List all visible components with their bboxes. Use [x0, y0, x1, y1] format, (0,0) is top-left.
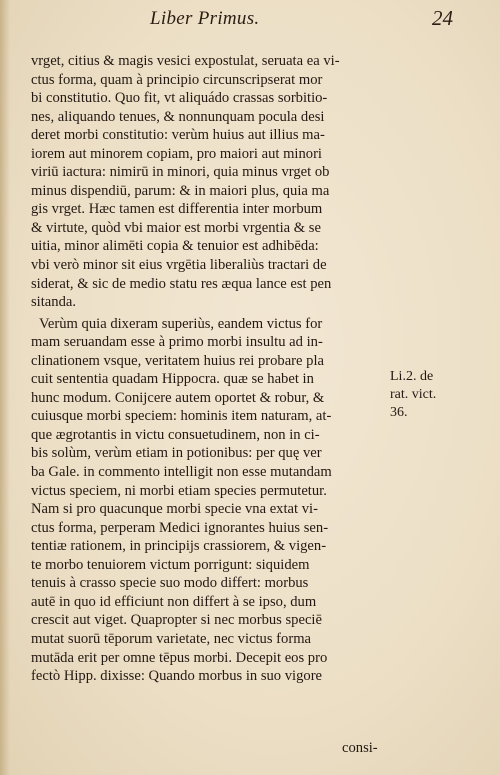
text-line: minus dispendiū, parum: & in maiori plus, quia ma [31, 182, 330, 199]
text-line: mutat suorū tēporum varietate, nec victus forma [31, 630, 312, 647]
text-line: hunc modum. Conijcere autem oportet & robur, & [31, 389, 325, 406]
text-line: nes, aliquando tenues, & nonnunquam pocula desi [31, 108, 325, 125]
text-line: Verùm quia dixeram superiùs, eandem victus for [39, 315, 323, 332]
text-line: clinationem vsque, veritatem huius rei probare pla [31, 352, 324, 369]
text-line: ctus forma, perperam Medici ignorantes huius sen- [31, 519, 329, 536]
text-line: ctus forma, quam à principio circunscripserat mor [31, 71, 323, 88]
text-line: & virtute, quòd vbi maior est morbi vrgentia & se [31, 219, 321, 236]
text-line: victus speciem, ni morbi etiam species permutetur. [31, 482, 327, 499]
text-line: tentiæ rationem, in principijs crassiorem, & vigen- [31, 538, 327, 555]
body-text [31, 52, 385, 686]
text-line: Nam si pro quacunque morbi specie vna extat vi- [31, 501, 318, 518]
text-line: deret morbi constitutio: verùm huius aut illius ma- [31, 127, 325, 144]
text-line: que ægrotantis in victu consuetudinem, non in ci- [31, 426, 320, 443]
text-line: bi constitutio. Quo fit, vt aliquádo crassas sorbitio- [31, 90, 328, 107]
text-line: mutāda erit per omne tēpus morbi. Decepit eos pro [31, 649, 328, 666]
margin-note [390, 368, 490, 422]
catchword: consi- [342, 740, 378, 756]
text-line: cuit sententia quadam Hippocra. quæ se habet in [31, 371, 314, 388]
text-line: mam seruandam esse à primo morbi insultu ad in- [31, 334, 323, 351]
text-line: sitanda. [31, 294, 76, 311]
page-edge-shadow [0, 0, 10, 775]
text-line: autē in quo id efficiunt non differt à se ipso, dum [31, 593, 317, 610]
page-header [0, 4, 500, 38]
text-line: siderat, & sic de medio statu res æqua lance est pen [31, 275, 332, 292]
text-line: tenuis à crasso specie suo modo differt: morbus [31, 575, 309, 592]
text-line: cuiusque morbi speciem: hominis item naturam, at- [31, 408, 332, 425]
margin-note-line: Li.2. de [390, 369, 434, 384]
text-line: bis solùm, verùm etiam in potionibus: per quę ver [31, 445, 322, 462]
text-line: viriū iactura: nimirū in minori, quia minus vrget ob [31, 164, 330, 181]
text-line: ba Gale. in commento intelligit non esse mutandam [31, 464, 332, 481]
text-line: vrget, citius & magis vesici expostulat, seruata ea vi- [31, 53, 340, 69]
text-line: gis vrget. Hæc tamen est differentia inter morbum [31, 201, 323, 218]
text-line: te morbo tenuiorem victum porrigunt: siquidem [31, 556, 310, 573]
margin-note-line: 36. [390, 405, 408, 420]
text-line: crescit aut viget. Quapropter si nec morbus speciē [31, 612, 322, 629]
text-line: uitia, minor alimēti copia & tenuior est adhibēda: [31, 238, 319, 255]
text-line: fectò Hipp. dixisse: Quando morbus in suo vigore [31, 668, 323, 685]
page-number: 24 [432, 6, 453, 30]
margin-note-line: rat. vict. [390, 387, 437, 402]
text-line: vbi verò minor sit eius vrgētia liberaliùs tractari de [31, 257, 327, 274]
running-head: Liber Primus. [150, 8, 260, 29]
text-line: iorem aut minorem copiam, pro maiori aut minori [31, 145, 322, 162]
